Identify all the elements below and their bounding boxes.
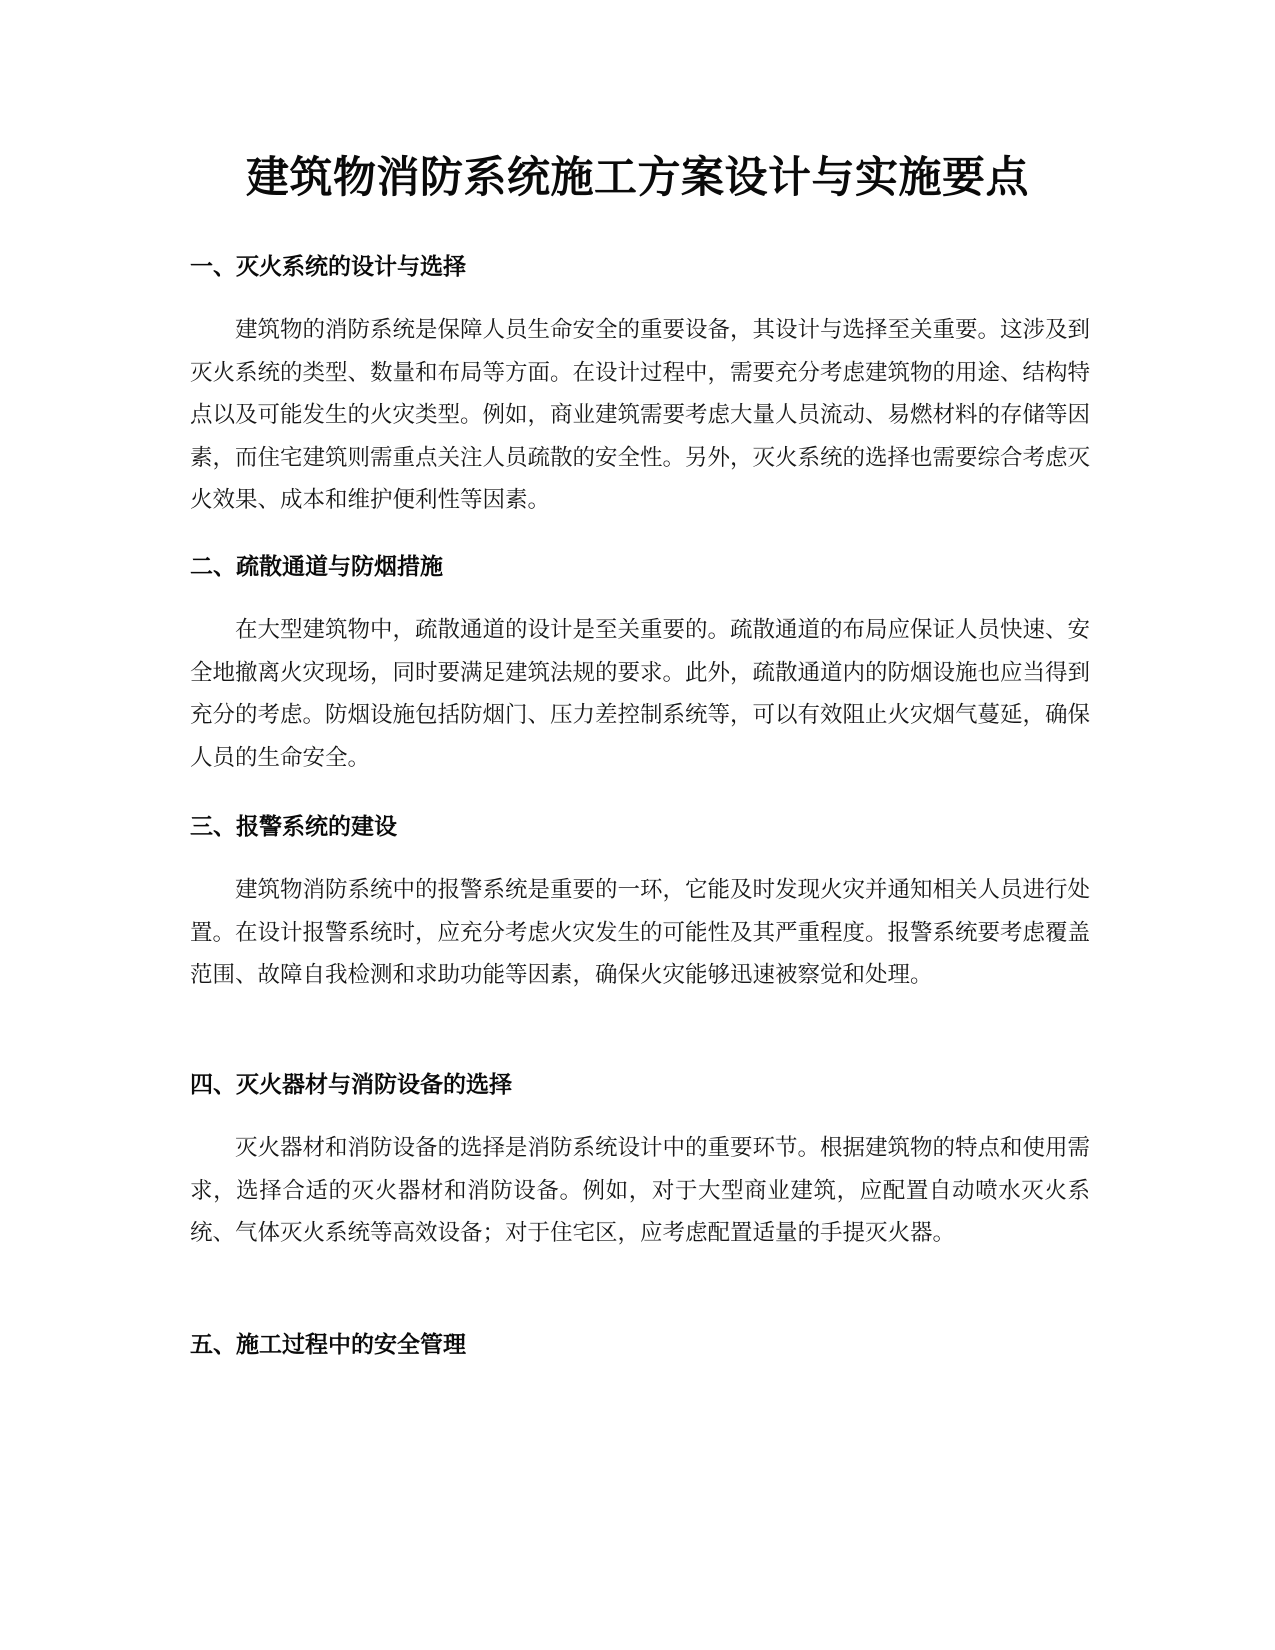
section-construction-safety xyxy=(190,1328,1090,1362)
section-paragraph: 在大型建筑物中，疏散通道的设计是至关重要的。疏散通道的布局应保证人员快速、安全地撤离火灾现场，同时要满足建筑法规的要求。此外，疏散通道内的防烟设施也应当得到充分的考虑。防烟设施包括防烟门、压力差控制系统等，可以有效阻止火灾烟气蔓延，确保人员的生命安全。 xyxy=(190,617,1091,771)
section-equipment-selection xyxy=(190,1068,1090,1255)
document-title: 建筑物消防系统施工方案设计与实施要点 xyxy=(246,153,1029,203)
section-paragraph: 灭火器材和消防设备的选择是消防系统设计中的重要环节。根据建筑物的特点和使用需求，选择合适的灭火器材和消防设备。例如，对于大型商业建筑，应配置自动喷水灭火系统、气体灭火系统等高效设备；对于住宅区，应考虑配置适量的手提灭火器。 xyxy=(190,1135,1091,1246)
section-heading: 三、报警系统的建设 xyxy=(190,814,397,840)
section-heading: 五、施工过程中的安全管理 xyxy=(190,1332,466,1358)
section-evacuation-smoke-control xyxy=(190,550,1090,779)
section-heading: 四、灭火器材与消防设备的选择 xyxy=(190,1072,512,1098)
section-heading: 二、疏散通道与防烟措施 xyxy=(190,554,443,580)
section-fire-extinguishing-system xyxy=(190,250,1090,522)
section-paragraph: 建筑物的消防系统是保障人员生命安全的重要设备，其设计与选择至关重要。这涉及到灭火系统的类型、数量和布局等方面。在设计过程中，需要充分考虑建筑物的用途、结构特点以及可能发生的火灾类型。例如，商业建筑需要考虑大量人员流动、易燃材料的存储等因素，而住宅建筑则需重点关注人员疏散的安全性。另外，灭火系统的选择也需要综合考虑灭火效果、成本和维护便利性等因素。 xyxy=(190,317,1091,513)
section-paragraph: 建筑物消防系统中的报警系统是重要的一环，它能及时发现火灾并通知相关人员进行处置。在设计报警系统时，应充分考虑火灾发生的可能性及其严重程度。报警系统要考虑覆盖范围、故障自我检测和求助功能等因素，确保火灾能够迅速被察觉和处理。 xyxy=(190,877,1091,988)
section-alarm-system xyxy=(190,810,1090,997)
section-heading: 一、灭火系统的设计与选择 xyxy=(190,254,466,280)
